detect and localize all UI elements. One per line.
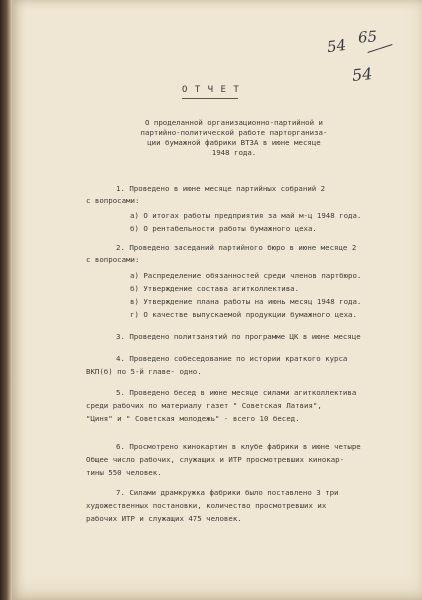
text-line: г) О качестве выпускаемой продукции бумажного цеха. <box>130 310 357 319</box>
text-line: среди рабочих по материалу газет " Советская Латвия", <box>86 401 322 410</box>
text-line: "Циня" и " Советская молодежь" - всего 10 бесед. <box>86 414 300 423</box>
archive-page-number-corrected: 54 <box>351 63 374 86</box>
text-line: ВКП(б) по 5-й главе- одно. <box>86 367 202 376</box>
text-line: с вопросами: <box>86 255 140 264</box>
text-line: художественных постановки, количество просмотревших их <box>86 501 327 510</box>
text-line: 4. Проведено собеседование по истории краткого курса <box>116 354 348 363</box>
text-line: а) Распределение обязанностей среди членов партбюро. <box>130 271 362 280</box>
text-line: Общее число рабочих, служащих и ИТР просмотревших кинокар- <box>86 455 345 464</box>
text-line: 6. Просмотрено кинокартин в клубе фабрики в июне четыре <box>116 442 361 451</box>
text-line: тины 550 человек. <box>86 468 162 477</box>
text-line: а) О итогах работы предприятия за май м-ц 1948 года. <box>130 211 362 220</box>
text-line: 3. Проведено политзанятий по программе ЦК в июне месяце <box>116 332 361 341</box>
archive-page-number: 54 <box>325 35 348 57</box>
text-line: б) О рентабельности работы бумажного цеха. <box>130 224 317 233</box>
title-underline <box>182 98 238 99</box>
text-line: 2. Проведено заседаний партийного бюро в июне месяце 2 <box>116 243 357 252</box>
text-line: 7. Силами драмкружка фабрики было поставлено 3 три <box>116 488 339 497</box>
text-line: с вопросами: <box>86 196 140 205</box>
text-line: 1. Проведено в июне месяце партийных собраний 2 <box>116 184 326 193</box>
text-line: в) Утверждение плана работы на июнь месяц 1948 года. <box>130 297 362 306</box>
text-line: рабочих ИТР и служащих 475 человек. <box>86 514 242 523</box>
document-title: О Т Ч Е Т <box>182 85 240 95</box>
text-line: б) Утверждение состава агитколлектива. <box>130 284 300 293</box>
archive-page-number-crossed: 65 <box>357 27 378 47</box>
document-subtitle: О проделанной организационно-партийной и партийно-политической работе парторганиза- ции бумажной фабрики ВТЗА в июне месяце 1948 года. <box>140 118 328 157</box>
text-line: 5. Проведено бесед в июне месяце силами агитколлектива <box>116 388 357 397</box>
